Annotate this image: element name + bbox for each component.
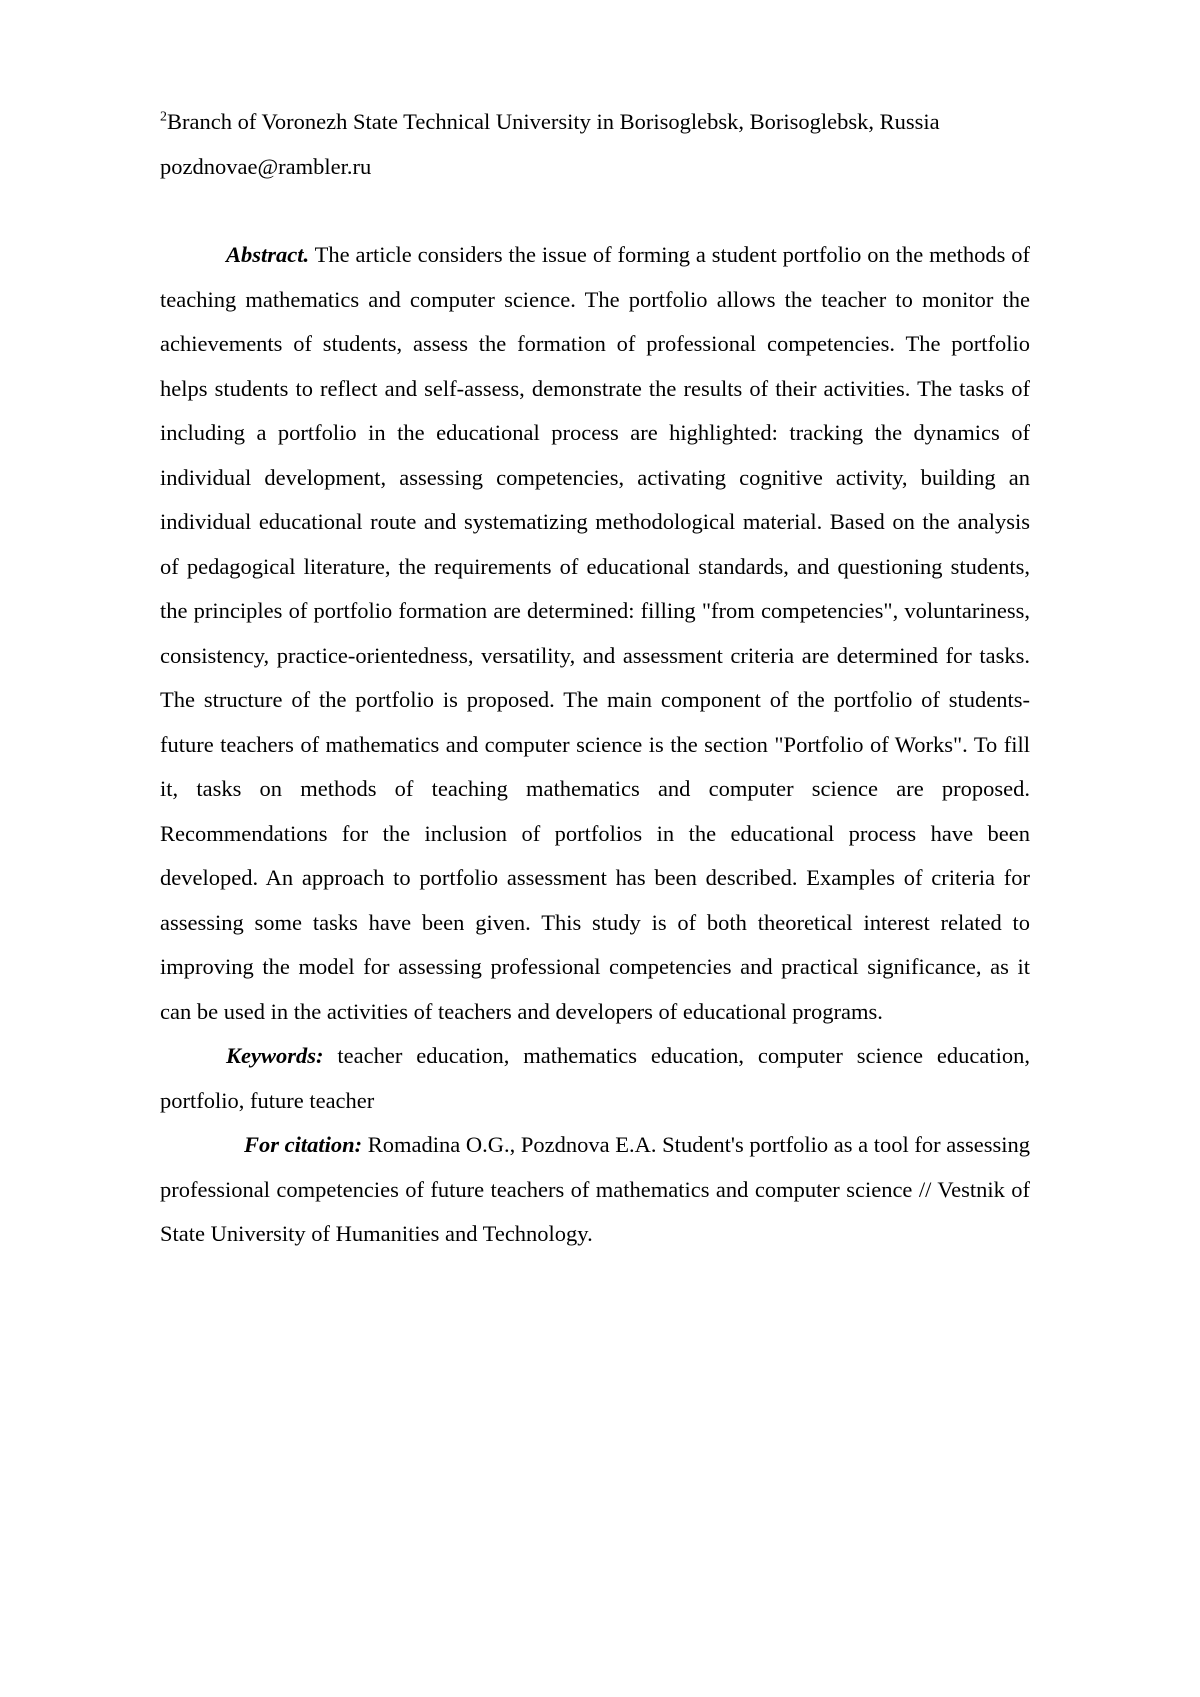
email-paragraph (160, 145, 1030, 190)
citation-text: Romadina O.G., Pozdnova E.A. Student's portfolio as a tool for assessing professional competencies of future teachers of mathematics and computer science // Vestnik of State University of Humanities and Technology. (160, 1132, 1031, 1246)
keywords-label: Keywords: (226, 1043, 324, 1068)
abstract-label: Abstract. (226, 242, 310, 267)
email-text: pozdnovae@rambler.ru (160, 153, 372, 179)
keywords-text: teacher education, mathematics education, computer science education, portfolio, future teacher (160, 1043, 1030, 1113)
keywords-paragraph (160, 1034, 1030, 1123)
abstract-text: The article considers the issue of forming a student portfolio on the methods of teaching mathematics and computer science. The portfolio allows the teacher to monitor the achievements of students, assess the formation of professional competencies. The portfolio helps students to reflect and self-assess, demonstrate the results of their activities. The tasks of including a portfolio in the educational process are highlighted: tracking the dynamics of individual development, assessing competencies, activating cognitive activity, building an individual educational route and systematizing methodological material. Based on the analysis of pedagogical literature, the requirements of educational standards, and questioning students, the principles of portfolio formation are determined: filling "from competencies", voluntariness, consistency, practice-orientedness, versatility, and assessment criteria are determined for tasks. The structure of the portfolio is proposed. The main component of the portfolio of students-future teachers of mathematics and computer science is the section "Portfolio of Works". To fill it, tasks on methods of teaching mathematics and computer science are proposed. Recommendations for the inclusion of portfolios in the educational process have been developed. An approach to portfolio assessment has been described. Examples of criteria for assessing some tasks have been given. This study is of both theoretical interest related to improving the model for assessing professional competencies and practical significance, as it can be used in the activities of teachers and developers of educational programs. (160, 242, 1030, 1024)
affiliation-paragraph (160, 100, 1030, 145)
abstract-paragraph (160, 233, 1030, 1034)
affiliation-text: Branch of Voronezh State Technical University in Borisoglebsk, Borisoglebsk, Russia (166, 109, 940, 134)
citation-paragraph (160, 1123, 1030, 1257)
affiliation-footnote-marker: 2 (160, 109, 167, 125)
citation-label: For citation: (244, 1132, 363, 1157)
